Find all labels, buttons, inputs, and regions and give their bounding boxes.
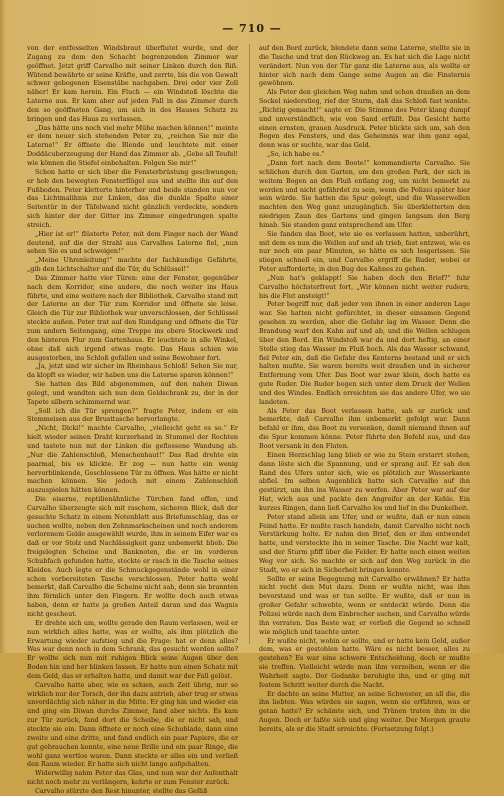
paragraph: Schon hatte er sich über die Fensterbrüstung geschwungen; er hob den bewegten Fensterflügel aus und stellte ihn auf den Fußboden. Peter kletterte hinterher und beide standen nun vor das Lichtmalihnis zur Linken, das die dunkle Spalte einer Seitentür in der Täfelwand nicht gänzlich verdeckte, sondern sich hinter der der Gitter ins Zimmer eingedrungen spalte streich.: [27, 167, 238, 229]
paragraph: von der entfesselten Windsbraut überflutet wurde, und der Zugang zu dem den Schacht begrenzenden Zimmer war geöffnet. Jetzt griff Carvalho mit seiner Linken durch den Riß. Wütend bewährte er seine Kräfte, und zerrte, bis die von Gewalt schwer gebogenen Eisenstäbe nachgaben. Drei oder vier Zoll näher! Er kam herein. Ein Fluch — ein Windstoß löschte die Laterne aus. Er kam aber auf jeden Fall in das Zimmer durch den so geöffneten Gang, um sich in des Hauses Schutz zu bringen und das Haus zu verlassen.: [27, 44, 238, 123]
paragraph: „Dann fort nach dem Boote!“ kommandierte Carvalho. Sie schlichen durch den Garten, um den großen Park, der sich in weitem Bogen an den Fluß entlang zog, um nicht bemerkt zu werden und nicht gefährdet zu sein, wenn die Polizei später hier sein würde. Sie hatten die Spur gelegt, und die Wasserwellen machten den Weg ganz unzugänglich. Sie überkletterten den niedrigen Zaun des Gartens und gingen langsam den Berg hinab. Sie standen ganz entsprechend am Ufer.: [259, 158, 470, 229]
paragraph: Einen Herzschlag lang blieb er wie zu Stein erstarrt stehen, dann löste sich die Spannung, und er sprang auf. Er sah den Rand des Ufers unter sich, wie es plötzlich zur Wasserkante abfiel. Im selben Augenblick hatte sich Carvalho auf ihn gestürzt, um ihn ins Wasser zu werfen. Aber Peter war auf der Hut, wich aus und packte den Angreifer an der Kehle. Ein kurzes Ringen, dann ließ Carvalho los und lief in die Dunkelheit.: [259, 450, 470, 512]
paragraph: Er wußte nicht, wohin er sollte, und er hatte kein Geld, außer dem, was er gestohlen hatte. Wäre es nicht besser, alles zu gestehen? Es war eine schwere Entscheidung, doch er mußte sie treffen. Vielleicht würde man ihm verzeihen, wenn er die Wahrheit sagte. Der Gedanke beruhigte ihn, und er ging mit festem Schritt weiter durch die Nacht.: [259, 636, 470, 689]
paragraph: Die eiserne, reptilienähnliche Türchen fand offen, und Carvalho überzeugte sich mit raschem, sicheren Blick, daß der gesuchte Schatz in einem Notenblatt aus Briefumschlag, das er suchen wollte, neben den Zehnmarkscheinen und noch anderem verlorenem Gelde ausgewählt wurde, ihm in seinem Eifer war es daß er vor Stolz und Nachlässigkeit ganz unbemerkt blieb. Die freigelegten Scheine und Banknoten, die er im vorderen Schubfach gefunden hatte, steckte er rasch in die Tasche seines Kleides. Auch legte er die Schmuckgegenstände wohl in einer schon vorbereiteten Tasche verschlossen. Peter hatte wohl bemerkt, daß Carvalho die Scheine nicht sah, denn sie brannten ihm förmlich unter den Fingern. Er wollte doch auch etwas haben, denn er hatte ja großen Anteil daran und das Wagnis nicht gescheut.: [27, 495, 238, 618]
paragraph: Das Zimmer hatte vier Türen: eine der Fenster, gegenüber nach dem Korridor, eine andere, die noch weiter ins Haus führte, und eine weitere nach der Bibliothek. Carvalho stand mit der Laterne an der Tür zum Korridor und öffnete sie leise. Gleich die Tür zur Bibliothek war unverschlossen, der Schlüssel steckte außen. Peter trat auf den Rundgang und öffnete die Tür zum andern Seitengang, eine Treppe ins obere Stockwerk und den hinteren Flur zum Gartenhaus. Er leuchtete in alle Winkel, ohne daß sich irgend etwas regte. Das Haus schien wie ausgestorben, ins Schloß gefallen und seine Bewohner fort.: [27, 273, 238, 362]
paragraph: „Das hätte uns noch viel mehr Mühe machen können!“ meinte er dem neuer sich stehenden Peter zu, „reichen Sie mir die Laterne!“ Er öffnete die Blende und leuchtete mit einer Doddäcuberzeugung der Hand das Zimmer ab. „Gebe all Teufel! wie können die Stiefel einbehalten. Folgen Sie mir!“: [27, 123, 238, 167]
paragraph: Sie fanden das Boot, wie sie es verlassen hatten, unberührt, mit dem es nun die Wellen auf und ab trieb, fast entzwei, wie es nur noch ein paar Minuten, so hätte es sich losgerissen. Sie stiegen schnell ein, und Carvalho ergriff die Ruder, wobei er Peter aufforderte, in den Bug des Kahnes zu gehen.: [259, 229, 470, 274]
paragraph: Als Peter den gleichen Weg nahm und schon draußen an dem Sockel niederstieg, rief der Sturm, daß das Schloß fast wankte. „Richtig gemacht!“ sagte er. Die Stimme des Peter klang dumpf und unverständlich, wie von Sand erfüllt. Das Gesicht hatte einen ernsten, grauen Ausdruck. Peter blickte sich um, sah den Bogen des Fensters, und das Geheimnis war ihm ganz egal, denn was er suchte, war das Geld.: [259, 88, 470, 150]
paragraph: „Nun hat's geklappt! Sie haben doch den Brief?“ fuhr Carvalho höchsterfreut fort, „Wir können nicht weiter rudern, bis die Flut ansteigt!“: [259, 273, 470, 300]
paragraph: „Hier ist er!“ flüsterte Peter, mit dem Finger nach der Wand deutend, auf die der Strahl aus Carvalhos Laterne fiel, „nun sehen Sie es und schweigen!“: [27, 229, 238, 256]
page-number: — 710 —: [222, 22, 282, 35]
paragraph: „Nicht, Dicki!“ machte Carvalho, „vielleicht geht es so.“ Er hielt wieder seinen Draht kurzerhand in Stummel der Rechten und tastete nun mit der Linken die geflossene Wandung ab. „Nur die Zahlenschloß, Menschenhaut!“ Das Rad drehte ein paarmal, bis es klickte. Er zog — nun hatte ein wenig hervorblinkende, Geschlossene Tür zu öffnen. Was hätte er nicht machen können. Sie jedoch mit einem Zahlenschloß auszuspielen hätten können.: [27, 424, 238, 495]
paragraph: Carvalho stürzte den Rest hinunter, stellte das Gefäß: [35, 786, 208, 795]
paragraph: Carvalho hatte aber, wie es schien, auch Zeit übrig, nur so wirklich nur der Torsch, der ihn dazu antrieb, aber trug er etwas unverdächtig sich näher in die Mitte. Er ging hin und wieder ein und ging ein Diwan durchs Zimmer, fand aber nichts. Es kam zur Tür zurück, fand dort die Scheibe, die er nicht sah, und steckte sie ein. Dann öffnete er noch eine Schublade, dann eine zweite und eine dritte, und fand endlich ein paar Papiere, die er gut gebrauchen konnte, eine neue Brille und ein paar Ringe, die wohl ganz wertlos waren. Dann steckte er alles ein und verließ den Raum wieder. Er hatte sich nicht lange aufgehalten.: [27, 680, 238, 769]
paragraph: Er drehte sich um, wollte gerade den Raum verlassen, weil er nun wirklich alles hatte, was er wollte, als ihm plötzlich die Erwartung wieder aufstieg und die Frage: hat er denn alles? Was war denn noch in dem Schrank, das gesucht werden sollte? Er wollte sich nun mit ruhigen Blick seine Augen über den Boden hin und her blinken lassen. Er hatte nun einen Schatz mit dem Geld, das er erhalten hatte, und damit war der Fall gelöst.: [27, 618, 238, 680]
paragraph: Sie hatten das Bild abgenommen, auf den nahen Diwan gelegt, und wandten sich nun dem Geldschrank zu, der in der Tapete silbern schimmernd war.: [27, 380, 238, 406]
paragraph: „Soll ich die Tür sprengen?“ fragte Peter, indem er ein Stemmeisen aus der Brusttasche hervorlangte.: [27, 406, 238, 424]
paragraph: „So, ich habe es.“: [267, 150, 325, 159]
paragraph: „Meine Uhrenleitung!“ machte der fachkundige Gefährte, „gib den Lichtschalter und die Tür, du Schlüssel!“: [27, 256, 238, 274]
paragraph: Er dachte an seine Mutter, an seine Schwester, an all die, die ihn liebten. Was würden sie sagen, wenn sie erführen, was er getan hatte? Er schämte sich, und Tränen traten ihm in die Augen. Doch er faßte sich und ging weiter. Der Morgen graute bereits, als er die Stadt erreichte. (Fortsetzung folgt.): [259, 689, 470, 733]
paragraph: Als Peter das Boot verlassen hatte, sah er zurück und bemerkte, daß Carvalho ihm unbemerkt gefolgt war. Dann befahl er ihm, das Boot zu versenken, damit niemand ihnen auf die Spur kommen könne. Peter führte den Befehl aus, und das Boot versank in den Fluten.: [259, 406, 470, 450]
paragraph: Peter stand allein am Ufer, und er wußte, daß er nun einen Feind hatte. Er mußte rasch handeln, damit Carvalho nicht noch Verstärkung holte. Er nahm den Brief, den er ihm entwendet hatte, und versteckte ihn in seiner Tasche. Die Nacht war kalt, und der Sturm pfiff über die Felder. Er hatte noch einen weiten Weg vor sich. So machte er sich auf den Weg zurück in die Stadt, wo er sich in Sicherheit bringen konnte.: [259, 512, 470, 574]
paragraph: Peter begriff nur, daß jeder von ihnen in einer anderen Lage war. Sie hatten nicht gefürchtet, in dieser einsamen Gegend gesehen zu werden, aber die Gefahr lag im Wasser. Denn die Brandung warf den Kahn auf und ab, und die Wellen schlugen über den Bord. Ein Windstoß war da und dort heftig, an einer Stelle stieg das Wasser im Fluß hoch. Als das Wasser schwand, fiel Peter ein, daß die Gefahr des Kenterns bestand und er sich halten mußte. Sie waren bereits weit draußen und in sicherer Entfernung vom Ufer. Das Boot war zwar klein, doch hatte es gute Ruder. Die Ruder bogen sich unter dem Druck der Wellen und des Windes. Endlich erreichten sie das andere Ufer, wo sie landeten.: [259, 300, 470, 406]
right-column: [259, 44, 470, 733]
paragraph: auf den Bord zurück, blendete dann seine Laterne, stellte sie in die Tasche und trat den Rückweg an. Es hat sich die Lage nicht verändert. Nun von der Tür ganz die Laterne aus, als wollte er hinter sich nach dem Gange seine Augen an die Finsternis gewöhnen.: [259, 44, 470, 88]
paragraph: Widerwillig nahm Peter das Glas, und nun war der Aufenthalt nicht noch mehr zu verlängern, kehrte er zum Fenster zurück.: [27, 769, 238, 787]
column-divider: [249, 44, 250, 644]
paragraph: „Ja, jetzt sind wir sicher im Rheinhaus Schloß! Sehen Sie nur, da klopft es wieder, wir haben uns die Laterne sparen können!“: [27, 362, 238, 380]
paragraph: Sollte er seine Begegnung mit Carvalho erwähnen? Er hatte nicht recht den Mut dazu. Denn er wußte nicht, was ihm bevorstand und was er tun sollte. Er wußte, daß er nun in großer Gefahr schwebte, wenn er entdeckt würde. Denn die Polizei würde nach dem Einbrecher suchen, und Carvalho würde ihn verraten. Das Beste war, er verließ die Gegend so schnell wie möglich und tauchte unter.: [259, 574, 470, 636]
left-column: [27, 44, 238, 795]
